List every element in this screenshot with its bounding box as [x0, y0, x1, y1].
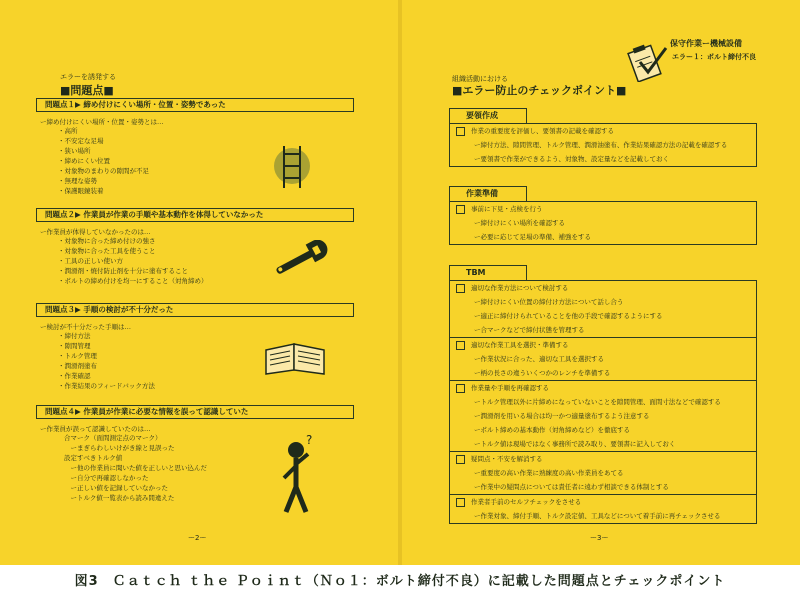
- list-item: ・ 潤滑剤塗布: [58, 361, 155, 371]
- check-subitem: ー締付けにくい位置の締付け方法について話し合う: [474, 298, 624, 306]
- page-fold: [398, 0, 402, 565]
- list-item: ・ 締めにくい位置: [58, 156, 149, 166]
- right-corner-error: エラー１：ボルト締付不良: [672, 53, 756, 61]
- check-subitem: ー締付方法、隙間管理、トルク管理、潤滑油塗布、作業結果確認方法の記載を確認する: [474, 141, 728, 149]
- problem-2-intro: ー作業員が体得していなかったのは…: [40, 228, 151, 236]
- checkbox[interactable]: [456, 498, 465, 507]
- problem-2-label: 問題点２▶ 作業員が作業の手順や基本動作を体得していなかった: [36, 208, 354, 222]
- list-item: ・ 隙間管理: [58, 341, 155, 351]
- check-item: 事前に下見・点検を行う: [450, 202, 756, 216]
- confused-person-icon: [276, 432, 326, 516]
- problem-3-list: [58, 331, 155, 391]
- left-page-number: ー2ー: [188, 534, 207, 542]
- list-item: ー他の作業員に聞いた値を正しいと思い込んだ: [64, 464, 207, 472]
- list-item: ・ 潤滑剤・焼付防止剤を十分に塗布すること: [58, 266, 208, 276]
- list-item: 設定すべきトルク値: [64, 454, 123, 462]
- list-item: ・ 無理な姿勢: [58, 176, 149, 186]
- right-page-number: ー3ー: [590, 534, 609, 542]
- problem-4-intro: ー作業員が誤って認識していたのは…: [40, 425, 151, 433]
- check-subitem: ー要領書で作業ができるよう、対象物、設定量などを記載しておく: [474, 155, 669, 163]
- check-subitem: ートルク値は現場ではなく事務所で読み取り、要領書に記入しておく: [474, 440, 676, 448]
- list-item: ・ 作業確認: [58, 371, 155, 381]
- list-item: ・ 作業結果のフィードバック方法: [58, 381, 155, 391]
- list-item: ・ 対象物に合った締め付けの強さ: [58, 236, 208, 246]
- right-corner-category: 保守作業ー機械設備: [670, 39, 742, 48]
- problem-1-list: [58, 126, 149, 196]
- check-item: 作業の重要度を評価し、要領書の記載を確認する: [450, 124, 756, 138]
- group-head-tbm: TBM: [449, 265, 527, 280]
- check-item: 適切な作業方法について検討する: [450, 281, 756, 295]
- check-subitem: ー締付けにくい場所を確認する: [474, 219, 565, 227]
- check-subitem: ー作業中の疑問点については責任者に遠わず相談できる体制とする: [474, 483, 669, 491]
- check-subitem: ートルク管理以外に片締めになっていないことを隙間管理、面間寸法などで確認する: [474, 398, 721, 406]
- check-subitem: ーボルト締めの基本動作（対角締めなど）を徹底する: [474, 426, 630, 434]
- figure-caption: 図3 Ｃａｔｃｈ ｔｈｅ Ｐｏｉｎｔ（Ｎｏ１：ボルト締付不良）に記載した問題点とチェックポイント: [74, 574, 726, 589]
- wrench-icon: [268, 240, 328, 280]
- open-book-icon: [262, 340, 328, 376]
- list-item: ・ 不安定な足場: [58, 136, 149, 146]
- problem-4-list: [64, 433, 207, 503]
- list-item: ・ 対象物に合った工具を使うこと: [58, 246, 208, 256]
- list-item: ・ 工具の正しい使い方: [58, 256, 208, 266]
- list-item: ・ 保護眼鏡装着: [58, 186, 149, 196]
- check-item: 疑問点・不安を解消する: [450, 452, 756, 466]
- clipboard-check-icon: [624, 42, 668, 82]
- problem-2-list: [58, 236, 208, 286]
- left-kicker: エラーを誘発する: [60, 73, 116, 81]
- problem-3-intro: ー検討が不十分だった手順は…: [40, 323, 131, 331]
- checklist-tbm: [449, 280, 757, 524]
- list-item: 合マーク（面間測定点のマーク）: [64, 434, 162, 442]
- checkbox[interactable]: [456, 455, 465, 464]
- check-subitem: ー必要に応じて足場の準備、補強をする: [474, 233, 591, 241]
- problem-1-intro: ー締め付けにくい場所・位置・姿勢とは…: [40, 118, 164, 126]
- checkbox[interactable]: [456, 384, 465, 393]
- checkbox[interactable]: [456, 127, 465, 136]
- left-title: ■問題点■: [60, 84, 114, 97]
- svg-text:?: ?: [306, 433, 313, 447]
- check-item: 作業者手前のセルフチェックをさせる: [450, 495, 756, 509]
- list-item: ートルク値一覧表から読み間違えた: [64, 494, 175, 502]
- problem-4-label: 問題点４▶ 作業員が作業に必要な情報を誤って認識していた: [36, 405, 354, 419]
- list-item: ーまぎらわしいけがき線と見誤った: [64, 444, 175, 452]
- check-subitem: ー合マークなどで締付状態を管理する: [474, 326, 585, 334]
- list-item: ・ トルク管理: [58, 351, 155, 361]
- check-subitem: ー作業対象、締付手順、トルク設定値、工具などについて着手前に再チェックさせる: [474, 512, 721, 520]
- group-head-preparation: 作業準備: [449, 186, 527, 201]
- list-item: ・ 狭い場所: [58, 146, 149, 156]
- group-head-procedure: 要領作成: [449, 108, 527, 123]
- list-item: ・ 高所: [58, 126, 149, 136]
- check-item: 作業量や手順を再確認する: [450, 381, 756, 395]
- checklist-procedure: [449, 123, 757, 167]
- problem-1-label: 問題点１▶ 締め付けにくい場所・位置・姿勢であった: [36, 98, 354, 112]
- checkbox[interactable]: [456, 284, 465, 293]
- list-item: ー自分で再確認しなかった: [64, 474, 149, 482]
- check-subitem: ー重要度の高い作業に熟練度の高い作業員をあてる: [474, 469, 624, 477]
- check-item: 適切な作業工具を選択・準備する: [450, 338, 756, 352]
- check-subitem: ー潤滑剤を用いる場合は均一かつ適量塗布するよう注意する: [474, 412, 650, 420]
- list-item: ・ ボルトの締め付けを均一にすること（対角締め）: [58, 276, 208, 286]
- problem-3-label: 問題点３▶ 手順の検討が不十分だった: [36, 303, 354, 317]
- scaffold-icon: [272, 142, 312, 190]
- checkbox[interactable]: [456, 341, 465, 350]
- check-subitem: ー柄の長さの違ういくつかのレンチを準備する: [474, 369, 611, 377]
- right-kicker: 組織活動における: [452, 75, 508, 83]
- checkbox[interactable]: [456, 205, 465, 214]
- checklist-preparation: [449, 201, 757, 245]
- check-subitem: ー適正に締付けられていることを他の手段で確認するようにする: [474, 312, 663, 320]
- check-subitem: ー作業状況に合った、適切な工具を選択する: [474, 355, 604, 363]
- list-item: ・ 締付方法: [58, 331, 155, 341]
- list-item: ー正しい値を記録していなかった: [64, 484, 168, 492]
- right-title: ■エラー防止のチェックポイント■: [452, 84, 627, 97]
- list-item: ・ 対象物のまわりの隙間が不足: [58, 166, 149, 176]
